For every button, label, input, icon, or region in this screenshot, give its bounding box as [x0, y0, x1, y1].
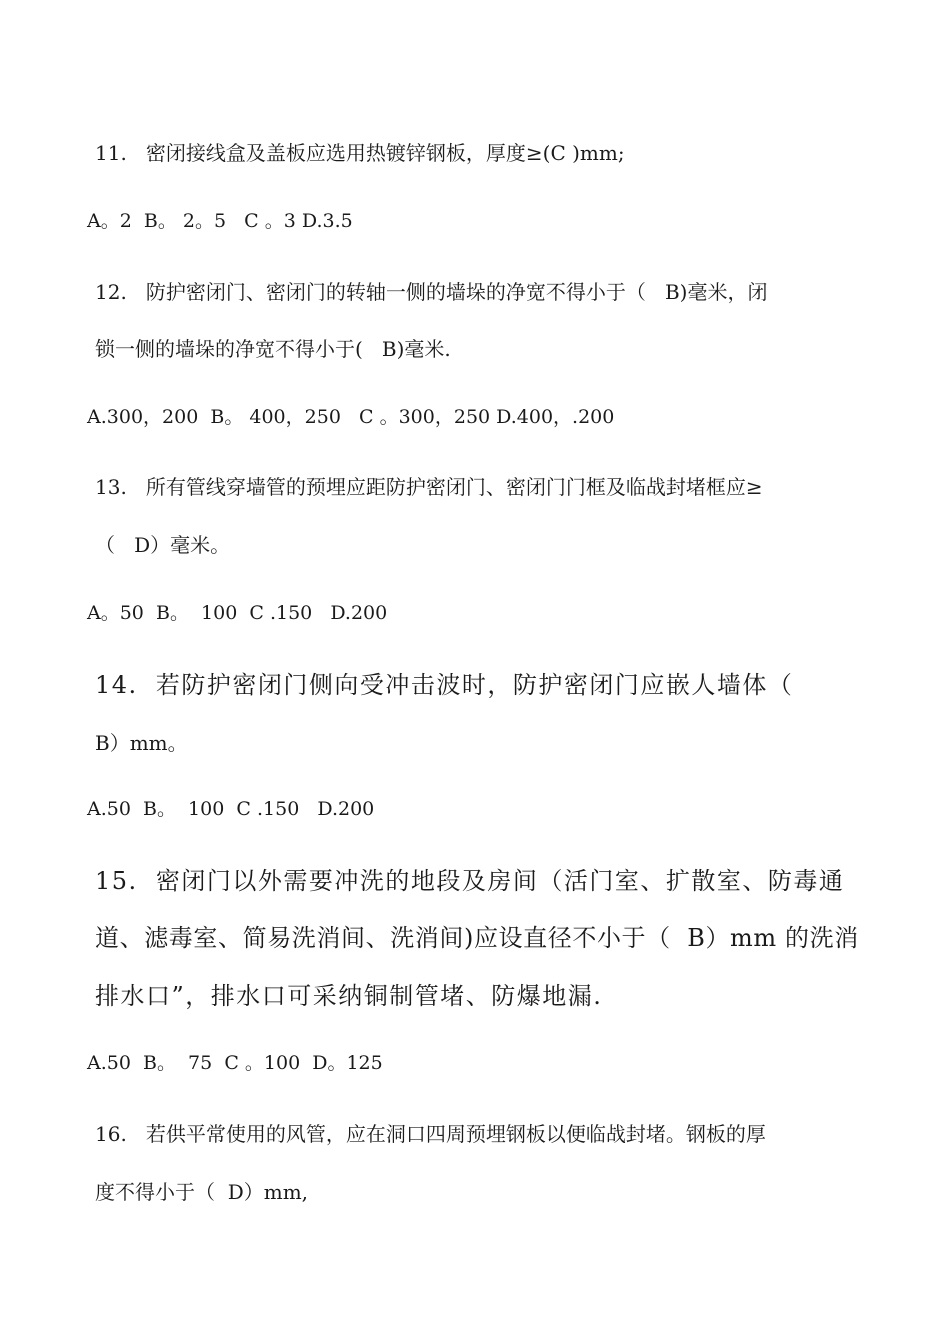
question-12-line-2: 锁一侧的墙垛的净宽不得小于( B)毫米.: [95, 337, 451, 361]
question-15-line-3: 排水口”，排水口可采纳铜制管堵、防爆地漏.: [95, 982, 603, 1010]
question-15-options: A.50 B。 75 C 。100 D。125: [87, 1052, 383, 1074]
question-13-line-2: （ D）毫米。: [95, 533, 231, 557]
question-13-options: A。50 B。 100 C .150 D.200: [87, 602, 388, 624]
question-11-options: A。2 B。 2。5 C 。3 D.3.5: [87, 210, 353, 232]
question-14-options: A.50 B。 100 C .150 D.200: [87, 798, 375, 820]
question-15-line-2: 道、滤毒室、简易洗消间、洗消间)应设直径不小于（ B）mm 的洗消: [95, 924, 859, 952]
question-15-line-1: 15. 密闭门以外需要冲洗的地段及房间（活门室、扩散室、防毒通: [95, 867, 845, 895]
question-16-line-1: 16. 若供平常使用的风管，应在洞口四周预埋钢板以便临战封堵。钢板的厚: [95, 1122, 766, 1146]
question-14-line-1: 14. 若防护密闭门侧向受冲击波时，防护密闭门应嵌人墙体（: [95, 671, 794, 699]
question-16-line-2: 度不得小于（ D）mm,: [95, 1180, 309, 1204]
question-12-options: A.300，200 B。 400，250 C 。300，250 D.400，.200: [87, 406, 615, 428]
question-14-line-2: B）mm。: [95, 731, 188, 755]
question-11-line-1: 11. 密闭接线盒及盖板应选用热镀锌钢板，厚度≥(C )mm;: [95, 141, 625, 165]
question-13-line-1: 13. 所有管线穿墙管的预埋应距防护密闭门、密闭门门框及临战封堵框应≥: [95, 475, 763, 499]
question-12-line-1: 12. 防护密闭门、密闭门的转轴一侧的墙垛的净宽不得小于（ B)毫米，闭: [95, 280, 768, 304]
